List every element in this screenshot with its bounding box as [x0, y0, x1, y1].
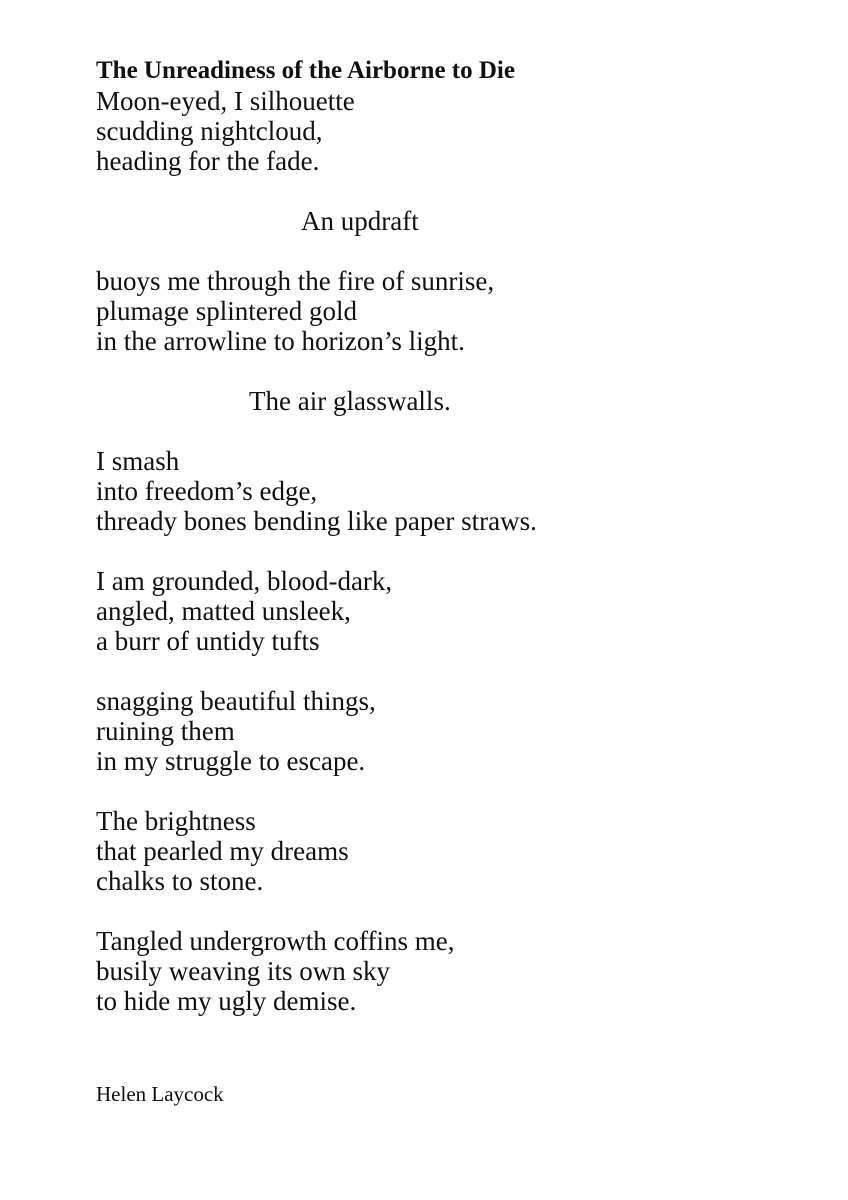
- interlude-line: An updraft: [301, 206, 419, 236]
- poem-line: plumage splintered gold: [96, 296, 357, 326]
- poem-title: The Unreadiness of the Airborne to Die: [96, 57, 515, 84]
- stanza-gap: [96, 236, 796, 266]
- poem-line: I smash: [96, 446, 180, 476]
- stanza-7: [96, 926, 796, 1016]
- poem-line: in the arrowline to horizon’s light.: [96, 326, 465, 356]
- poem-line: that pearled my dreams: [96, 836, 349, 866]
- stanza-1: [96, 86, 796, 176]
- stanza-6: [96, 806, 796, 896]
- stanza-gap: [96, 416, 796, 446]
- stanza-gap: [96, 656, 796, 686]
- poem-line: angled, matted unsleek,: [96, 596, 351, 626]
- stanza-gap: [96, 776, 796, 806]
- poem-line: ruining them: [96, 716, 235, 746]
- stanza-gap: [96, 896, 796, 926]
- poem-line: I am grounded, blood-dark,: [96, 566, 393, 596]
- poem-line: busily weaving its own sky: [96, 956, 390, 986]
- poem-line: Moon-eyed, I silhouette: [96, 86, 355, 116]
- poem-line: a burr of untidy tufts: [96, 626, 320, 656]
- stanza-3: [96, 446, 796, 536]
- poem-line: buoys me through the fire of sunrise,: [96, 266, 495, 296]
- poem: [96, 56, 796, 1016]
- stanza-5: [96, 686, 796, 776]
- poem-line: chalks to stone.: [96, 866, 264, 896]
- stanza-gap: [96, 536, 796, 566]
- author-name: Helen Laycock: [96, 1082, 224, 1106]
- stanza-4: [96, 566, 796, 656]
- poem-line: to hide my ugly demise.: [96, 986, 357, 1016]
- poem-line: snagging beautiful things,: [96, 686, 376, 716]
- stanza-gap: [96, 176, 796, 206]
- poem-line: in my struggle to escape.: [96, 746, 366, 776]
- poem-line: The brightness: [96, 806, 256, 836]
- stanza-2: [96, 266, 796, 356]
- stanza-gap: [96, 356, 796, 386]
- poem-line: scudding nightcloud,: [96, 116, 323, 146]
- poem-line: thready bones bending like paper straws.: [96, 506, 537, 536]
- poem-line: Tangled undergrowth coffins me,: [96, 926, 455, 956]
- poem-line: into freedom’s edge,: [96, 476, 318, 506]
- poem-line: heading for the fade.: [96, 146, 320, 176]
- interlude-line: The air glasswalls.: [249, 386, 451, 416]
